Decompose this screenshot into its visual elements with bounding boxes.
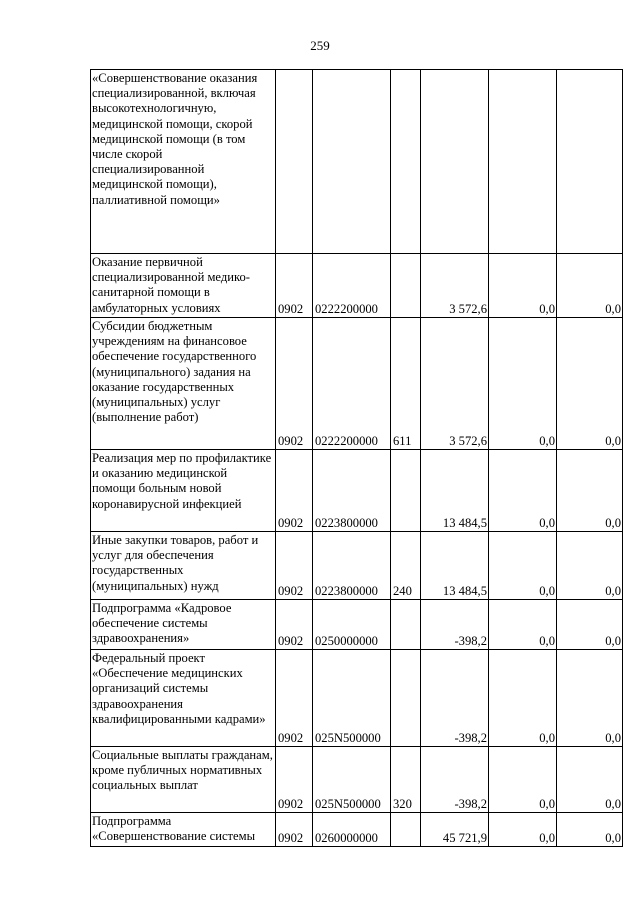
table-row [91, 600, 623, 650]
target-code-cell [313, 70, 391, 254]
section-code-cell: 0902 [276, 254, 313, 318]
amount-cell-1: 3 572,6 [421, 254, 489, 318]
target-code-cell: 0250000000 [313, 600, 391, 650]
table-row [91, 254, 623, 318]
amount-cell-3: 0,0 [557, 318, 623, 450]
row-name-cell: Социальные выплаты гражданам, кроме публичных нормативных социальных выплат [91, 747, 276, 813]
expense-type-cell: 611 [391, 318, 421, 450]
table-row [91, 318, 623, 450]
section-code-cell [276, 70, 313, 254]
amount-cell-1: 13 484,5 [421, 450, 489, 532]
amount-cell-1: -398,2 [421, 600, 489, 650]
amount-cell-2: 0,0 [489, 450, 557, 532]
section-code-cell: 0902 [276, 450, 313, 532]
table-row [91, 747, 623, 813]
section-code-cell: 0902 [276, 532, 313, 600]
target-code-cell: 0223800000 [313, 532, 391, 600]
target-code-cell: 0260000000 [313, 813, 391, 847]
amount-cell-3 [557, 70, 623, 254]
amount-cell-2: 0,0 [489, 650, 557, 747]
row-name-cell: Реализация мер по профилактике и оказанию медицинской помощи больным новой коронавирусной инфекцией [91, 450, 276, 532]
section-code-cell: 0902 [276, 600, 313, 650]
target-code-cell: 0222200000 [313, 254, 391, 318]
amount-cell-2: 0,0 [489, 318, 557, 450]
target-code-cell: 0223800000 [313, 450, 391, 532]
amount-cell-1: -398,2 [421, 650, 489, 747]
amount-cell-3: 0,0 [557, 813, 623, 847]
expense-type-cell [391, 650, 421, 747]
expense-type-cell [391, 70, 421, 254]
target-code-cell: 025N500000 [313, 747, 391, 813]
expense-type-cell [391, 600, 421, 650]
table-row [91, 532, 623, 600]
amount-cell-3: 0,0 [557, 254, 623, 318]
section-code-cell: 0902 [276, 813, 313, 847]
target-code-cell: 025N500000 [313, 650, 391, 747]
row-name-cell: Субсидии бюджетным учреждениям на финансовое обеспечение государственного (муниципального) задания на оказание государственных (муниципальных) услуг (выполнение работ) [91, 318, 276, 450]
page-number: 259 [310, 38, 330, 53]
expense-type-cell: 240 [391, 532, 421, 600]
expense-type-cell [391, 813, 421, 847]
table-row [91, 813, 623, 847]
row-name-cell: Иные закупки товаров, работ и услуг для обеспечения государственных (муниципальных) нужд [91, 532, 276, 600]
section-code-cell: 0902 [276, 650, 313, 747]
amount-cell-1: 3 572,6 [421, 318, 489, 450]
amount-cell-1: 45 721,9 [421, 813, 489, 847]
amount-cell-2: 0,0 [489, 254, 557, 318]
amount-cell-3: 0,0 [557, 532, 623, 600]
table-row [91, 650, 623, 747]
amount-cell-3: 0,0 [557, 600, 623, 650]
expense-type-cell [391, 254, 421, 318]
row-name-cell: Подпрограмма «Кадровое обеспечение системы здравоохранения» [91, 600, 276, 650]
amount-cell-2: 0,0 [489, 813, 557, 847]
expense-type-cell [391, 450, 421, 532]
table-row [91, 450, 623, 532]
target-code-cell: 0222200000 [313, 318, 391, 450]
expense-type-cell: 320 [391, 747, 421, 813]
amount-cell-2: 0,0 [489, 532, 557, 600]
budget-table [90, 69, 623, 847]
section-code-cell: 0902 [276, 747, 313, 813]
amount-cell-3: 0,0 [557, 650, 623, 747]
row-name-cell: Оказание первичной специализированной медико-санитарной помощи в амбулаторных условиях [91, 254, 276, 318]
amount-cell-1: 13 484,5 [421, 532, 489, 600]
row-name-cell: «Совершенствование оказания специализированной, включая высокотехнологичную, медицинской помощи, скорой медицинской помощи (в том числе скорой специализированной медицинской помощи), паллиативной помощи» [91, 70, 276, 254]
amount-cell-2: 0,0 [489, 600, 557, 650]
amount-cell-2: 0,0 [489, 747, 557, 813]
amount-cell-3: 0,0 [557, 747, 623, 813]
row-name-cell: Федеральный проект «Обеспечение медицинских организаций системы здравоохранения квалифицированными кадрами» [91, 650, 276, 747]
amount-cell-3: 0,0 [557, 450, 623, 532]
amount-cell-1 [421, 70, 489, 254]
table-row [91, 70, 623, 254]
row-name-cell: Подпрограмма «Совершенствование системы [91, 813, 276, 847]
amount-cell-1: -398,2 [421, 747, 489, 813]
amount-cell-2 [489, 70, 557, 254]
section-code-cell: 0902 [276, 318, 313, 450]
